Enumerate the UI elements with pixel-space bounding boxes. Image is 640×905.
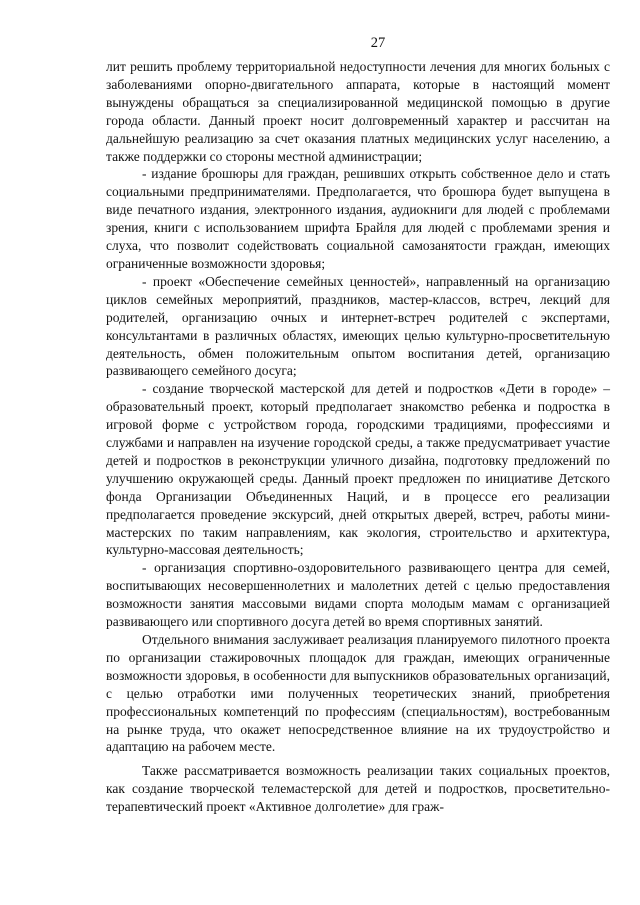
paragraph-sports-center-item: - организация спортивно-оздоровительного развивающего центра для семей, воспитывающих несовершеннолетних и малолетних детей с целью предоставления возможности занятия массовыми видами спорта молодым мамам с организацией развивающего или спортивного досуга детей во время спортивных занятий.	[106, 560, 610, 630]
paragraph-family-values-item: - проект «Обеспечение семейных ценностей», направленный на организацию циклов семейных мероприятий, праздников, мастер-классов, встреч, лекций для родителей, организацию очных и интернет-встреч родителей с экспертами, консультантами в различных областях, имеющих целью культурно-просветительную деятельность, обмен положительным опытом воспитания детей, организацию развивающего семейного досуга;	[106, 273, 610, 379]
paragraph-brochure-item: - издание брошюры для граждан, решивших открыть собственное дело и стать социальными предпринимателями. Предполагается, что брошюра будет выпущена в виде печатного издания, электронного издания, аудиокниги для людей с проблемами зрения, книги с использованием шрифта Брайля для людей с проблемами зрения и слуха, что позволит содействовать социальной самозанятости граждан, имеющих ограниченные возможности здоровья;	[106, 166, 610, 271]
page-number: 27	[370, 35, 386, 51]
paragraph-children-city-item: - создание творческой мастерской для детей и подростков «Дети в городе» – образовательный проект, который предполагает знакомство ребенка и подростка в игровой форме с устройством города, городскими традициями, профессиями и службами и направлен на изучение городской среды, а также предусматривает участие детей и подростков в реконструкции уличного дизайна, подготовку предложений по улучшению окружающей среды. Данный проект предложен по инициативе Детского фонда Организации Объединенных Наций, и в процессе его реализации предполагается проведение экскурсий, дней открытых дверей, встреч, работы мини-мастерских по таким направлениям, как экология, строительство и архитектура, культурно-массовая деятельность;	[106, 381, 610, 558]
paragraph-social-projects: Также рассматривается возможность реализации таких социальных проектов, как создание творческой телемастерской для детей и подростков, просветительно-терапевтический проект «Активное долголетие» для граж-	[106, 763, 610, 815]
paragraph-continuation: лит решить проблему территориальной недоступности лечения для многих больных с заболеваниями опорно-двигательного аппарата, которые в настоящий момент вынуждены обращаться за специализированной медицинской помощью в другие города области. Данный проект носит долговременный характер и рассчитан на дальнейшую реализацию за счет оказания платных медицинских услуг населению, а также поддержки со стороны местной администрации;	[106, 59, 610, 164]
paragraph-internship-pilot: Отдельного внимания заслуживает реализация планируемого пилотного проекта по организации стажировочных площадок для граждан, имеющих ограниченные возможности здоровья, в особенности для выпускников образовательных организаций, с целью отработки ими полученных теоретических знаний, приобретения профессиональных компетенций по профессиям (специальностям), востребованным на рынке труда, что окажет непосредственное влияние на их трудоустройство и адаптацию на рабочем месте.	[106, 632, 610, 755]
